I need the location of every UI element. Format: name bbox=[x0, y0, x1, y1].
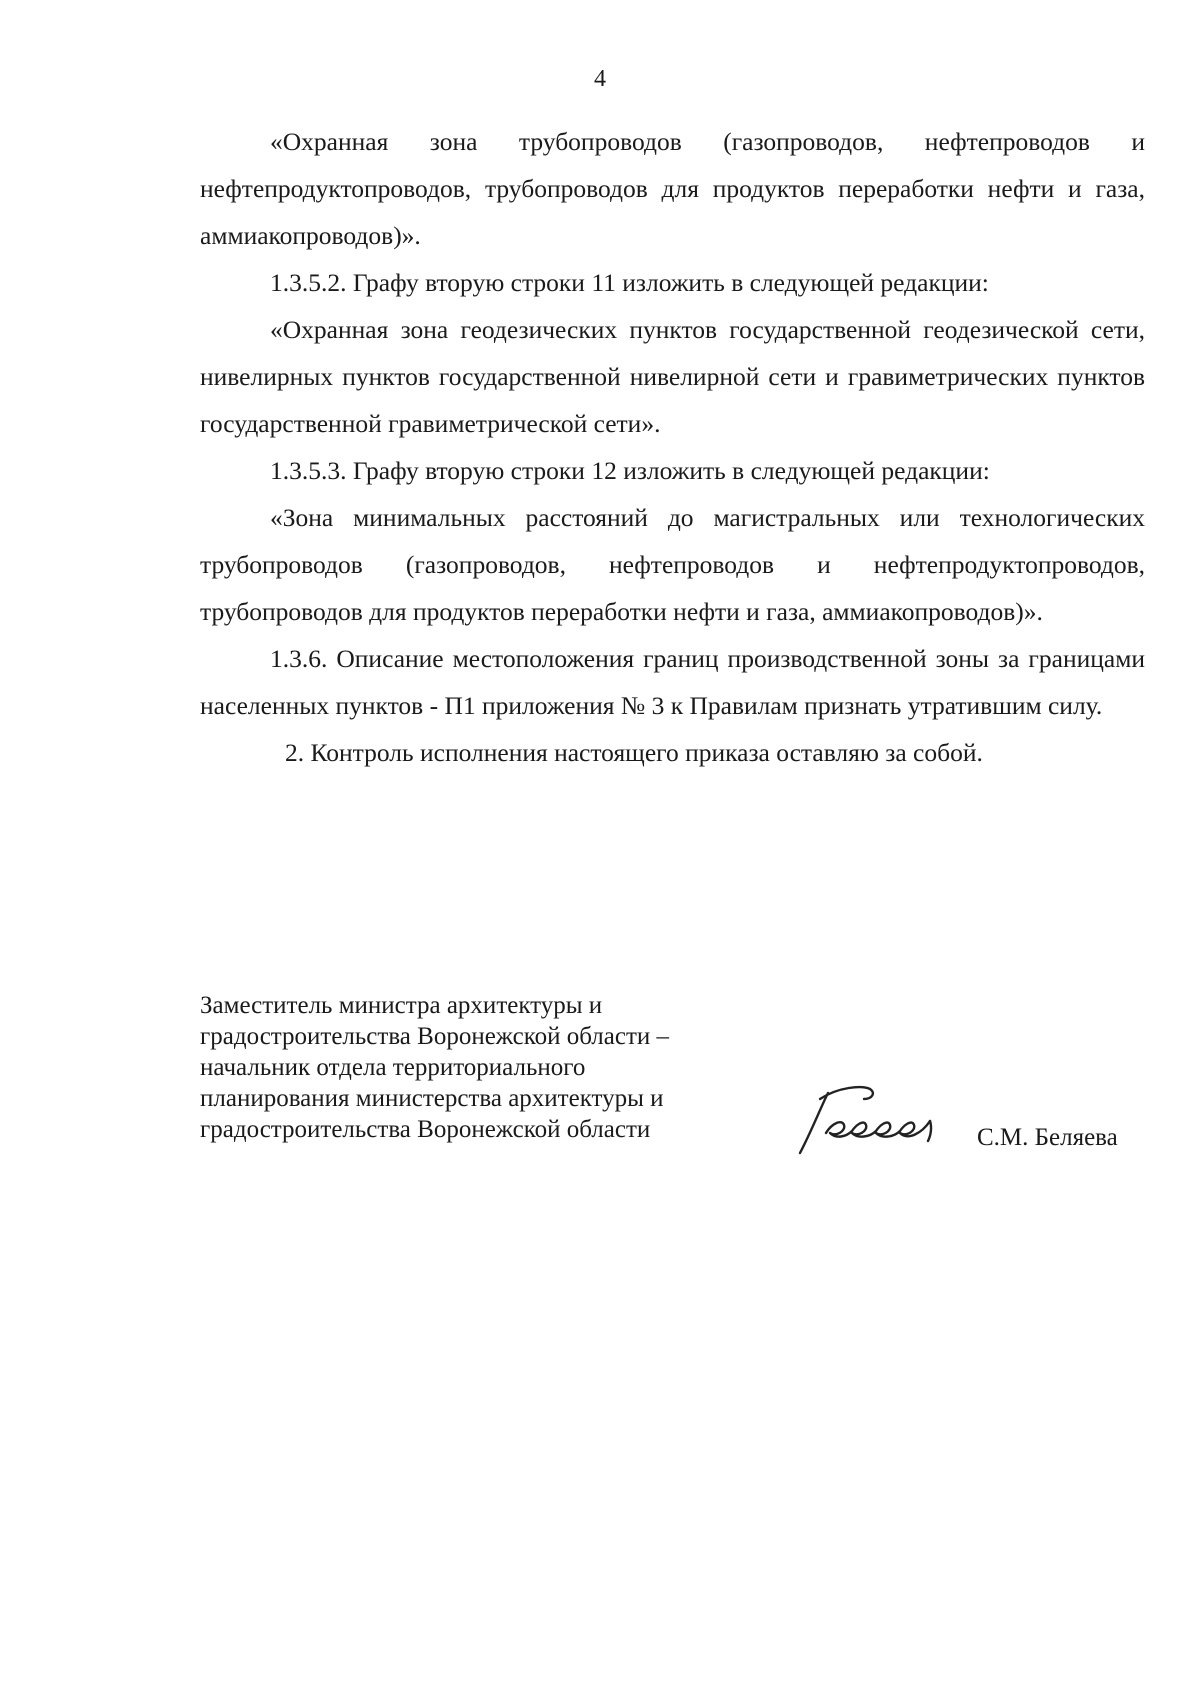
signatory-position bbox=[200, 990, 760, 1145]
signer-name: С.М. Беляева bbox=[977, 1124, 1118, 1151]
paragraph-quote-min-distance-zone: «Зона минимальных расстояний до магистральных или технологических трубопроводов (газопроводов, нефтепроводов и нефтепродуктопроводов, трубопроводов для продуктов переработки нефти и газа, аммиакопроводов)». bbox=[200, 503, 1145, 626]
paragraph-item-1-3-5-2: 1.3.5.2. Графу вторую строки 11 изложить в следующей редакции: bbox=[270, 268, 989, 297]
signatory-position-line: градостроительства Воронежской области – bbox=[200, 1023, 670, 1050]
signatory-position-line: начальник отдела территориального bbox=[200, 1054, 586, 1081]
signatory-position-line: Заместитель министра архитектуры и bbox=[200, 992, 603, 1019]
paragraph-quote-pipeline-zone: «Охранная зона трубопроводов (газопроводов, нефтепроводов и нефтепродуктопроводов, трубопроводов для продуктов переработки нефти и газа, аммиакопроводов)». bbox=[200, 127, 1145, 250]
paragraph-item-1-3-6: 1.3.6. Описание местоположения границ производственной зоны за границами населенных пунктов - П1 приложения № 3 к Правилам признать утратившим силу. bbox=[200, 644, 1145, 720]
signatory-position-line: градостроительства Воронежской области bbox=[200, 1116, 651, 1143]
paragraph-quote-geodetic-zone: «Охранная зона геодезических пунктов государственной геодезической сети, нивелирных пунктов государственной нивелирной сети и гравиметрических пунктов государственной гравиметрической сети». bbox=[200, 315, 1145, 438]
page-number: 4 bbox=[594, 66, 606, 92]
signatory-position-line: планирования министерства архитектуры и bbox=[200, 1085, 664, 1112]
paragraph-item-1-3-5-3: 1.3.5.3. Графу вторую строки 12 изложить в следующей редакции: bbox=[270, 456, 990, 485]
paragraph-item-2-control: 2. Контроль исполнения настоящего приказа оставляю за собой. bbox=[285, 738, 983, 767]
handwritten-signature bbox=[790, 1075, 965, 1160]
document-body bbox=[200, 118, 1145, 776]
